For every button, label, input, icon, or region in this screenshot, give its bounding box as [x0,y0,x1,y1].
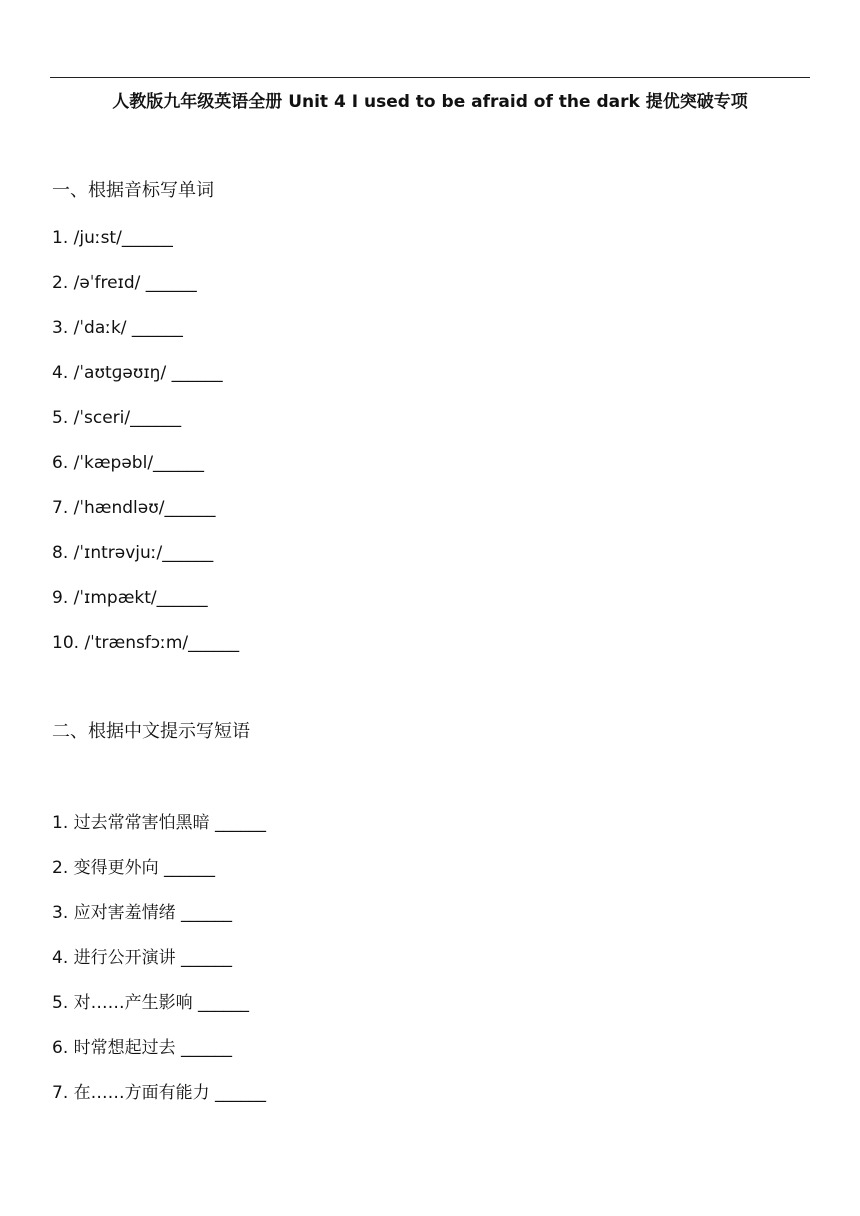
phrase-item-3: 3. 应对害羞情绪 ______ [52,903,233,923]
phonetic-item-8: 8. /ˈɪntrəvjuː/______ [52,543,214,563]
phonetic-item-9: 9. /ˈɪmpækt/______ [52,588,208,608]
document-title: 人教版九年级英语全册 Unit 4 I used to be afraid of the dark 提优突破专项 [112,92,748,112]
phrase-item-5: 5. 对……产生影响 ______ [52,993,250,1013]
phonetic-item-4: 4. /ˈaʊtɡəʊɪŋ/ ______ [52,363,223,383]
phonetic-item-6: 6. /ˈkæpəbl/______ [52,453,205,473]
phonetic-item-10: 10. /ˈtrænsfɔːm/______ [52,633,240,653]
phonetic-item-7: 7. /ˈhændləʊ/______ [52,498,216,518]
phrase-item-1: 1. 过去常常害怕黑暗 ______ [52,813,267,833]
phrase-item-7: 7. 在……方面有能力 ______ [52,1083,267,1103]
phrase-item-2: 2. 变得更外向 ______ [52,858,216,878]
section-2-heading: 二、根据中文提示写短语 [52,721,250,742]
header-rule [50,77,810,78]
phrase-item-6: 6. 时常想起过去 ______ [52,1038,233,1058]
phrase-item-4: 4. 进行公开演讲 ______ [52,948,233,968]
phonetic-item-1: 1. /juːst/______ [52,228,173,248]
section-1-heading: 一、根据音标写单词 [52,180,214,201]
phonetic-item-2: 2. /əˈfreɪd/ ______ [52,273,197,293]
phonetic-item-5: 5. /ˈsceri/______ [52,408,182,428]
phonetic-item-3: 3. /ˈdaːk/ ______ [52,318,183,338]
